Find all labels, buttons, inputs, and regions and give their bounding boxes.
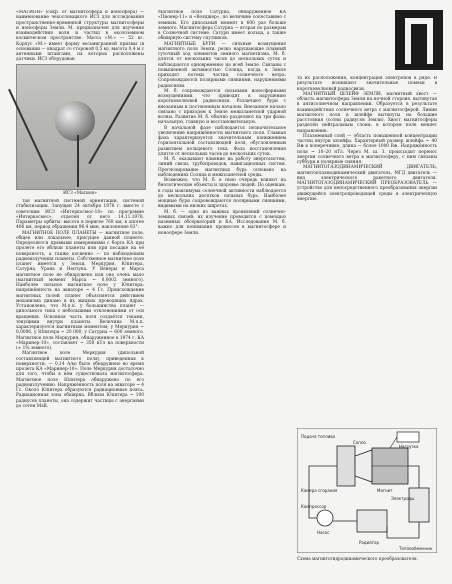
antenna-boom xyxy=(88,81,137,164)
antenna-boom xyxy=(8,89,48,171)
diagram-label: Подача топлива xyxy=(301,434,336,439)
paragraph: МАГНИТНОЕ ПОЛЕ ПЛАНЕТЫ — магнитное поле, общее или локальное, присущее данной планете. Определяется прямыми измерениями с борта КА при пролете его вблизи планеты или при посадке на её поверхность, а также косвенно — по наблюдениям радиоизлучения планеты. Собственное магнитное поле планет имеется у Земли, Меркурия, Юпитера, Сатурна, Урана и Нептуна. У Венеры и Марса магнитное поле не обнаружено или оно очень мало (магнитный момент Марса ~ 0,0002 земного). Наиболее сильное магнитное поле у Юпитера: напряжённость на экваторе ~ 4 Гс. Происхождение магнитных полей планет объясняется действием механизма динамо в их жидких проводящих ядрах. Установлено, что М.п.п. у большинства планет — дипольного типа с небольшими отклонениями от оси вращения. Основная часть поля создаётся токами, текущими внутри планеты. Величина М.п.п. характеризуется магнитным моментом; у Меркурия ~ 0,0006, у Юпитера ~ 20 000, у Сатурна ~ 600 земного. Магнитное поле Меркурия, обнаруженное в 1974 г. КА «Маринер-10», составляет ~ 350 нТл на поверхности (≈ 1% земного). xyxy=(16,230,144,351)
letter-stroke xyxy=(411,18,427,24)
paragraph: Магнитное поле Меркурия (дипольной составляющей магнитного поля), приведенная к поверхности, — 0,14 А/м) было обнаружено во время пролета КА «Маринер-10». Поле Меркурия достаточно для того, чтобы в нём существовала магнитосфера. Магнитное поле Юпитера обнаружено по его радиоизлучению. Напряжённость поля на экваторе ~ 4 Гс. Около Юпитера образуются радиационные пояса. Радиационная зона обширна. Вблизи Юпитера ~ 100 радиусов планеты, она содержит частицы с энергиями до сотен МэВ. xyxy=(16,351,144,409)
paragraph: та их расположения, концентрация электронов в ряде. В результате возникают значительные помехи в коротковолновой радиосвязи. xyxy=(297,76,437,92)
diagram-label: Компрессор xyxy=(301,504,327,509)
diagram-label: Электроды xyxy=(391,496,415,501)
diagram-label: Сопло xyxy=(353,440,366,445)
paragraph: тан магнитной системой ориентации, системой стабилизации. Запущен 24 октября 1978 г. вместе с советским ИСЗ «Интеркосмос-18» по программе «Интеркосмос», отделен от него 14.11.1978. Параметры орбиты: высота в перигее 768 км, в апогее 406 км, период обращения 96,4 мин, наклонение 83°. xyxy=(16,199,144,231)
diagram-label: Нагрузка xyxy=(399,444,419,449)
pump xyxy=(317,510,333,526)
article-magion-text: «МАГИОН» (сокр. от магнитосфера и ионосфера) — наименование чехословацкого ИСЗ для исследования пространственно-временной структуры магнитосферы и ионосферы Земли. М. предназначен для изучения взаимодействия волн и частиц в околоземном космическом пространстве. Масса «М.» — 52 кг. Корпус «М.» имеет форму восьмигранной призмы (в основании — квадрат со стороной 0,5 м), высота 0,4 м с антенными штангами, на которых расположены датчики. ИСЗ оборудован xyxy=(16,10,144,62)
paragraph: Возможно, что М. б. в свою очередь влияют на биологические объекты и здоровье людей. По оценкам, в годы максимума солнечной активности наблюдается до нескольких десятков сильных бурь. Наиболее мощные бури сопровождаются полярными сияниями, видимыми на низких широтах. xyxy=(158,178,286,210)
diagram-caption: Схема магнитогидродинамического преобразователя. xyxy=(297,556,418,561)
nozzle xyxy=(355,450,372,482)
heat-exchanger xyxy=(409,488,429,522)
paragraph: МАГНИТНЫЙ ШЛЕЙФ ЗЕМЛИ, магнитный хвост — область магнитосферы Земли на ночной стороне, вытянутая в антисолнечном направлении. Образуется в результате взаимодействия солнечного ветра с магнитосферой. Линии магнитного поля в шлейфе вытянуты на большие расстояния (сотни радиусов Земли). Хвост магнитосферы разделён нейтральным слоем, в котором поле меняет направление. xyxy=(297,91,437,134)
radiator xyxy=(357,510,387,532)
paragraph: Магнитное поле Сатурна, обнаруженное КА «Пионер-11» и «Вояджер», по величине сопоставимо с земным. Его дипольный момент в 600 раз больше земного. Магнитосфера Сатурна — вторая по размерам в Солнечной системе. Сатурн имеет кольца, а также обширную систему спутников. xyxy=(158,10,286,42)
antenna-boom xyxy=(77,135,79,187)
column-1-lower xyxy=(16,199,144,579)
paragraph: МАГНИТОГАЗОДИНАМИЧЕСКИЙ ДВИГАТЕЛЬ, магнитоплазмодинамический двигатель, МГД двигатель — вид электрического ракетного двигателя. МАГНИТОГАЗОДИНАМИЧЕСКИЙ ПРЕОБРАЗОВАТЕЛЬ — устройство для непосредственного преобразования энергии движущейся электропроводящей среды в электрическую энергию. xyxy=(297,165,437,202)
satellite-photo xyxy=(16,64,146,190)
column-3 xyxy=(297,76,437,426)
combustion-chamber xyxy=(337,446,355,486)
article-magion xyxy=(16,10,144,62)
column-2 xyxy=(158,10,286,576)
paragraph: М. б. — одно из важных проявлений солнечно-земных связей; их изучение проводится с помощью наземных обсерваторий и КА. Исследование М. б. важно для понимания процессов в магнитосфере и ионосфере Земли. xyxy=(158,209,286,236)
diagram-label: Насос xyxy=(317,530,330,535)
paragraph: МАГНИТНЫЕ БУРИ — сильные возмущения магнитного поля Земли, резко нарушающие плавный суточный ход элементов земного магнетизма. М. б. длятся от нескольких часов до нескольких суток и наблюдаются одновременно на всей Земле. Связаны с повышенной активностью Солнца, когда к Земле приходят потоки частиц солнечного ветра. Сопровождаются полярными сияниями, нарушениями радиосвязи. xyxy=(158,41,286,89)
diagram-label: Магнит xyxy=(377,488,393,493)
load-box xyxy=(397,432,419,442)
letter-stroke xyxy=(405,18,411,64)
photo-caption: ИСЗ «Магион» xyxy=(63,191,97,196)
paragraph: Плазменный слой — область повышенной концентрации частиц внутри шлейфа. Характерный размер шлейфа ~ 40 R⊕ в поперечнике, длина — более 1000 R⊕. Напряжённость поля ~ 10–20 нТл. Через М. ш. З. происходит перенос энергии солнечного ветра в магнитосферу, с ним связаны суббури и полярные сияния. xyxy=(297,133,437,165)
letter-stroke xyxy=(427,18,433,64)
paragraph: М. б. оказывают влияние на работу энергосистем, линий связи, трубопроводов, навигационных систем. Прогнозирование магнитных бурь основано на наблюдениях Солнца и межпланетной среды. xyxy=(158,157,286,178)
paragraph: М. б. сопровождаются сильными ионосферными возмущениями, что приводит к нарушению коротковолновой радиосвязи. Различают бури с внезапным и постепенным началом. Внезапное начало связано с приходом к Земле межпланетной ударной волны. Развитие М. б. обычно разделяют на три фазы: начальную, главную и восстановительную. xyxy=(158,88,286,126)
diagram-label: Радиатор xyxy=(359,540,379,545)
section-letter-block xyxy=(395,10,443,70)
paragraph: В начальной фазе наблюдается незначительное увеличение напряжённости магнитного поля. Главная фаза характеризуется значительным понижением горизонтальной составляющей поля, обусловленным развитием кольцевого тока. Фаза восстановления длится от нескольких часов до нескольких суток. xyxy=(158,125,286,157)
satellite-body xyxy=(55,101,95,141)
diagram-label: Теплообменник xyxy=(399,546,433,551)
mhd-converter-diagram xyxy=(297,428,437,553)
diagram-label: Камера сгорания xyxy=(301,488,338,493)
